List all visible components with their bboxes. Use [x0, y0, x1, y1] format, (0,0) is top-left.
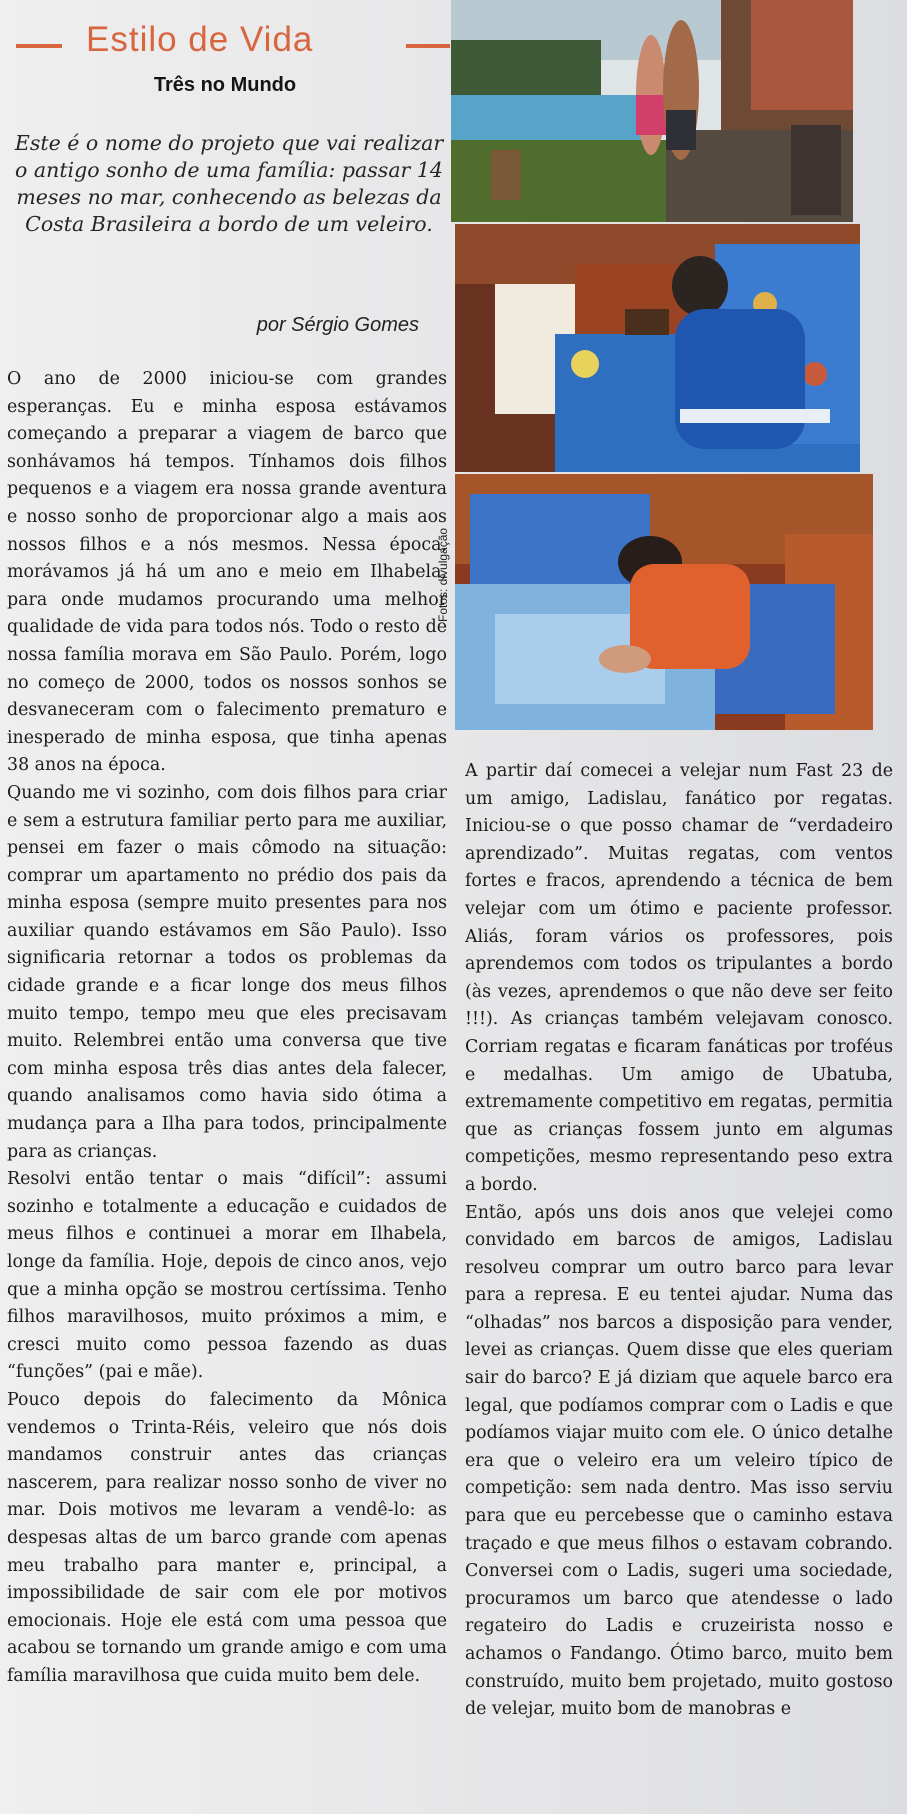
paragraph: Resolvi então tentar o mais “difícil”: assumi sozinho e totalmente a educação e cuidados de meus filhos e continuei a morar em Ilhabela, longe da família. Hoje, depois de cinco anos, vejo que a minha opção se mostrou certíssima. Tenho filhos maravilhosos, muito próximos a mim, e cresci muito como pessoa fazendo as duas “funções” (pai e mãe). — [7, 1169, 447, 1383]
article-column-left — [7, 366, 447, 1814]
paragraph: Quando me vi sozinho, com dois filhos para criar e sem a estrutura familiar perto para me auxiliar, pensei em fazer o mais cômodo na situação: comprar um apartamento no prédio dos pais da minha esposa (sempre muito presentes para nos auxiliar quando estávamos em São Paulo). Isso significaria retornar a todos os problemas da cidade grande e a ficar longe dos meus filhos muito tempo, tempo meu que eles precisavam muito. Relembrei então uma conversa que tive com minha esposa três dias antes dela falecer, quando analisamos como havia sido ótima a mudança para a Ilha para todos, principalmente para as crianças. — [7, 782, 447, 1162]
paragraph: O ano de 2000 iniciou-se com grandes esperanças. Eu e minha esposa estávamos começando a preparar a viagem de barco que sonhávamos há tempos. Tínhamos dois filhos pequenos e a viagem era nossa grande aventura e nosso sonho de proporcionar algo a mais aos nossos filhos e a nós mesmos. Nessa época, morávamos já há um ano e meio em Ilhabela, para onde mudamos procurando uma melhor qualidade de vida para todos nós. Todo o resto de nossa família morava em São Paulo. Porém, logo no começo de 2000, todos os nossos sonhos se desvaneceram com o falecimento prematuro e inesperado de minha esposa, que tinha apenas 38 anos na época. — [7, 369, 447, 776]
photo-girl-sleeping — [455, 474, 873, 730]
paragraph: A partir daí comecei a velejar num Fast 23 de um amigo, Ladislau, fanático por regatas. Iniciou-se o que posso chamar de “verdadeiro aprendizado”. Muitas regatas, com ventos fortes e fracos, aprendendo a técnica de bem velejar com um ótimo e paciente professor. Aliás, foram vários os professores, pois aprendemos com todos os tripulantes a bordo (às vezes, aprendemos o que não deve ser feito !!!). As crianças também velejavam conosco. Corriam regatas e ficaram fanáticas por troféus e medalhas. Um amigo de Ubatuba, extremamente competitivo em regatas, permitia que as crianças fossem junto em algumas competições, mesmo representando peso extra a bordo. — [465, 761, 893, 1195]
photo-family-poolside — [451, 0, 853, 222]
paragraph: Pouco depois do falecimento da Mônica vendemos o Trinta-Réis, veleiro que nós dois mandamos construir antes das crianças nascerem, para realizar nosso sonho de viver no mar. Dois motivos me levaram a vendê-lo: as despesas altas de um barco grande com apenas meu trabalho para manter e, principal, a impossibilidade de sair com ele por motivos emocionais. Hoje ele está com uma pessoa que acabou se tornando um grande amigo e com uma família maravilhosa que cuida muito bem dele. — [7, 1389, 447, 1686]
article-lede: Este é o nome do projeto que vai realizar o antigo sonho de uma família: passar 14 meses no mar, conhecendo as belezas da Costa Brasileira a bordo de um veleiro. — [14, 131, 444, 236]
section-header — [14, 20, 454, 66]
article-byline: por Sérgio Gomes — [256, 314, 419, 336]
header-rule-right — [406, 44, 450, 48]
photo-credit: Fotos: divulgação — [436, 527, 450, 622]
section-title: Estilo de Vida — [86, 20, 314, 59]
photo-boy-cabin — [455, 224, 860, 472]
paragraph: Então, após uns dois anos que velejei como convidado em barcos de amigos, Ladislau resolveu comprar um outro barco para levar para a represa. E eu tentei ajudar. Numa das “olhadas” nos barcos a disposição para vender, levei as crianças. Quem disse que eles queriam sair do barco? E já diziam que aquele barco era legal, que podíamos comprar com o Ladis e que podíamos viajar muito com ele. O único detalhe era que o veleiro era um veleiro típico de competição: sem nada dentro. Mas isso serviu para que eu percebesse que o caminho estava traçado e que meus filhos o estavam cobrando. Conversei com o Ladis, sugeri uma sociedade, procuramos um barco que atendesse o lado regateiro do Ladis e cruzeirista nosso e achamos o Fandango. Ótimo barco, muito bem construído, muito bem projetado, muito gostoso de velejar, muito bom de manobras e — [465, 1202, 893, 1720]
header-rule-left — [16, 44, 62, 48]
article-title: Três no Mundo — [153, 74, 297, 96]
article-column-right — [465, 758, 893, 1814]
